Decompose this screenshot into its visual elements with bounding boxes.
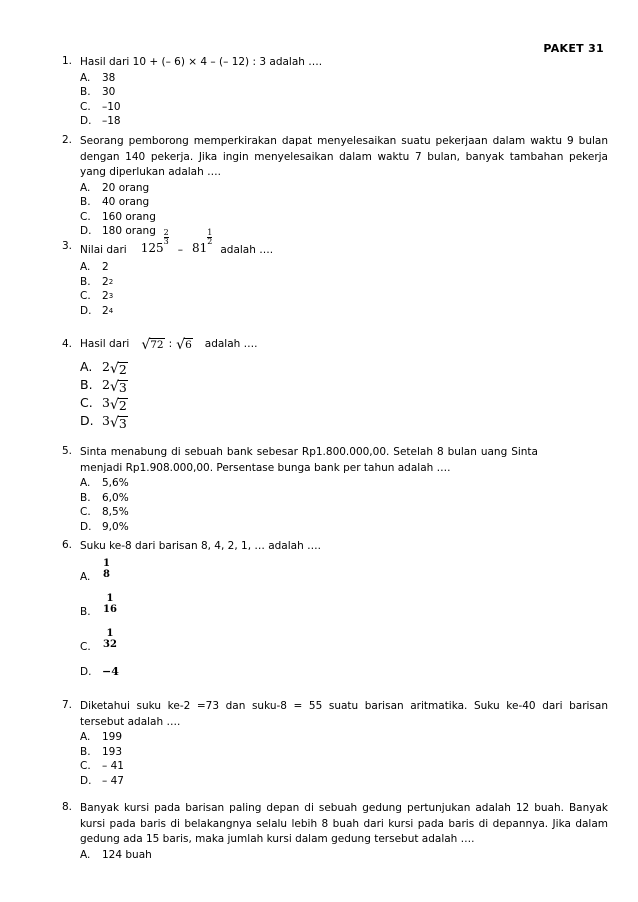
question-number: 6. [62, 539, 73, 551]
option-a[interactable]: A. 20 orang [80, 181, 150, 194]
question-7 [62, 699, 608, 788]
option-d[interactable]: D. – 47 [80, 774, 124, 787]
option-list [80, 71, 608, 129]
option-a[interactable]: A. 124 buah [80, 848, 152, 861]
question-number: 2. [62, 134, 73, 146]
question-number: 8. [62, 801, 73, 813]
option-b[interactable]: B. 40 orang [80, 196, 150, 209]
exponent-fraction: $\frac{1}{2}$ [207, 228, 213, 246]
option-list [80, 476, 608, 534]
option-c[interactable]: C. – 41 [80, 760, 124, 773]
question-number: 5. [62, 445, 73, 457]
fraction-1-16: 1 16 [103, 593, 117, 615]
option-d[interactable]: D. −4 [80, 665, 119, 678]
question-1 [62, 55, 608, 129]
option-list [80, 555, 608, 684]
option-b[interactable]: B. 6,0% [80, 491, 129, 504]
option-c[interactable]: C. 8,5% [80, 506, 129, 519]
fraction-1-32: 1 32 [103, 628, 117, 650]
sqrt-6: √ 6 [176, 337, 192, 353]
option-d[interactable]: D. 2 4 [80, 304, 114, 317]
option-a[interactable]: A. 38 [80, 71, 116, 84]
option-list [80, 260, 608, 318]
power-125: 125 $\frac{2}{3}$ [140, 228, 169, 255]
fraction-1-8: 1 8 [103, 558, 110, 580]
option-d[interactable]: D. 3 √ 3 [80, 413, 127, 431]
option-b[interactable]: B. 2 √ 3 [80, 377, 127, 395]
option-d[interactable]: D. 180 orang [80, 225, 156, 238]
paket-label: PAKET 31 [543, 42, 604, 55]
option-b[interactable]: B. 193 [80, 745, 123, 758]
question-4 [62, 334, 608, 430]
option-d[interactable]: D. 9,0% [80, 520, 129, 533]
option-c[interactable]: C. 3 √ 2 [80, 395, 127, 413]
option-list [80, 848, 608, 863]
option-a[interactable]: A. 5,6% [80, 477, 129, 489]
question-text: Banyak kursi pada barisan paling depan di sebuah gedung pertunjukan adalah 12 buah. Banyak kursi pada baris di belakangnya selalu lebih 8 buah dari kursi pada baris di depannya. Jika dalam gedung ada 15 baris, maka jumlah kursi dalam gedung tersebut adalah …. [80, 802, 608, 845]
question-number: 1. [62, 55, 73, 67]
option-c[interactable]: C. 1 32 [80, 628, 117, 653]
option-c[interactable]: C. –10 [80, 100, 121, 113]
option-a[interactable]: A. 199 [80, 731, 123, 743]
question-number: 7. [62, 699, 73, 711]
option-a[interactable]: A. 2 [80, 261, 109, 273]
option-c[interactable]: C. 160 orang [80, 210, 156, 223]
option-b[interactable]: B. 2 2 [80, 275, 114, 288]
question-text: Suku ke-8 dari barisan 8, 4, 2, 1, … adalah …. [80, 540, 321, 552]
question-3 [62, 228, 608, 318]
exponent-fraction: $\frac{2}{3}$ [163, 228, 169, 246]
option-b[interactable]: B. 30 [80, 86, 116, 99]
question-6 [62, 539, 608, 684]
question-text: Sinta menabung di sebuah bank sebesar Rp1.800.000,00. Setelah 8 bulan uang Sinta menjadi Rp1.908.000,00. Persentase bunga bank per tahun adalah …. [80, 446, 538, 474]
option-d[interactable]: D. –18 [80, 115, 121, 128]
option-list [80, 358, 608, 430]
option-b[interactable]: B. 1 16 [80, 593, 117, 618]
question-number: 3. [62, 240, 73, 252]
option-a[interactable]: A. 2 √ 2 [80, 359, 127, 377]
power-81: 81 $\frac{1}{2}$ [191, 228, 213, 255]
question-number: 4. [62, 338, 73, 350]
sqrt-72: √ 72 [141, 337, 164, 353]
question-5 [62, 445, 608, 534]
question-text: Diketahui suku ke-2 =73 dan suku-8 = 55 suatu barisan aritmatika. Suku ke-40 dari barisan tersebut adalah …. [80, 700, 608, 728]
option-list [80, 730, 608, 788]
question-8 [62, 801, 608, 862]
question-2 [62, 134, 608, 239]
question-text: Nilai dari 125 $\frac{2}{3}$ – 81 $\frac{1}{2}$ adalah …. [80, 228, 608, 258]
question-text: Seorang pemborong memperkirakan dapat menyelesaikan suatu pekerjaan dalam waktu 9 bulan dengan 140 pekerja. Jika ingin menyelesaikan dalam waktu 7 bulan, banyak tambahan pekerja yang diperlukan adalah …. [80, 135, 608, 178]
question-text: Hasil dari √ 72 : √ 6 adalah …. [80, 337, 258, 353]
question-text: Hasil dari 10 + (– 6) × 4 – (– 12) : 3 adalah …. [80, 56, 323, 68]
option-a[interactable]: A. 1 8 [80, 558, 110, 583]
option-c[interactable]: C. 2 3 [80, 290, 114, 303]
